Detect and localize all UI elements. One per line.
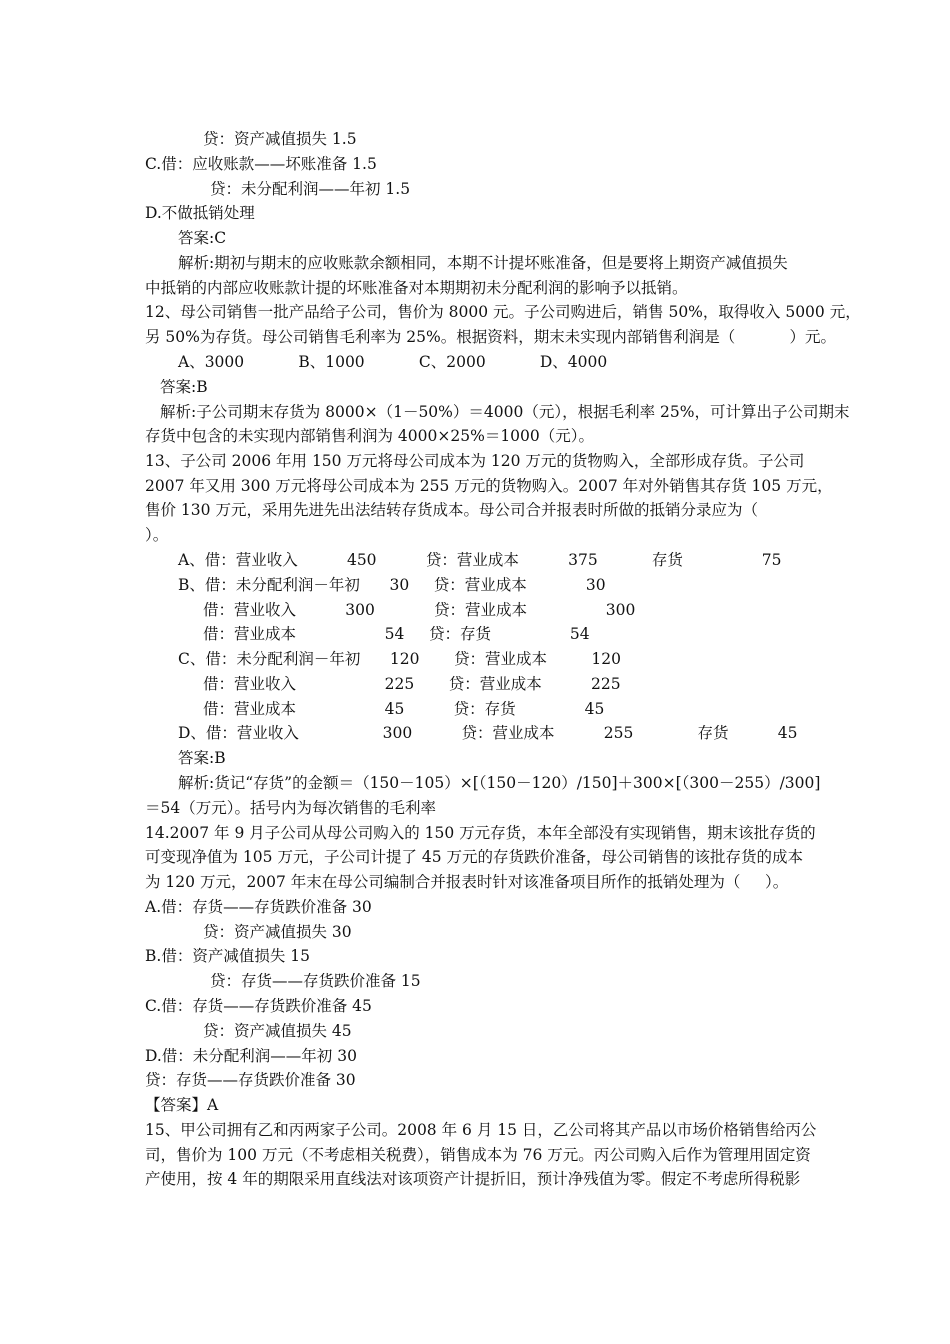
text-line: B.借：资产减值损失 15 (145, 947, 310, 965)
text-line: 12、母公司销售一批产品给子公司，售价为 8000 元。子公司购进后，销售 50%，取得收入 5000 元， (145, 303, 861, 321)
text-line: C.借：应收账款——坏账准备 1.5 (145, 155, 377, 173)
text-line: 中抵销的内部应收账款计提的坏账准备对本期期初未分配利润的影响予以抵销。 (145, 279, 688, 297)
text-line: 可变现净值为 105 万元，子公司计提了 45 万元的存货跌价准备，母公司销售的该批存货的成本 (145, 848, 804, 866)
text-line: 借：营业成本 54 贷：存货 54 (203, 625, 590, 643)
text-line: 贷：资产减值损失 1.5 (203, 130, 357, 148)
text-line: 产使用，按 4 年的期限采用直线法对该项资产计提折旧，预计净残值为零。假定不考虑所得税影 (145, 1170, 801, 1188)
text-line: 司，售价为 100 万元（不考虑相关税费），销售成本为 76 万元。丙公司购入后作为管理用固定资 (145, 1146, 811, 1164)
text-line: 2007 年又用 300 万元将母公司成本为 255 万元的货物购入。2007 年对外销售其存货 105 万元， (145, 477, 833, 495)
text-line: 存货中包含的未实现内部销售利润为 4000×25%＝1000（元）。 (145, 427, 595, 445)
text-line: 答案:B (178, 749, 226, 767)
text-line: 15、甲公司拥有乙和丙两家子公司。2008 年 6 月 15 日，乙公司将其产品以市场价格销售给丙公 (145, 1121, 817, 1139)
text-line: 答案:B (160, 378, 208, 396)
text-line: D、借：营业收入 300 贷：营业成本 255 存货 45 (178, 724, 798, 742)
text-line: 借：营业收入 300 贷：营业成本 300 (203, 601, 636, 619)
text-line: 贷：未分配利润——年初 1.5 (210, 180, 411, 198)
text-line: 贷：存货——存货跌价准备 15 (210, 972, 421, 990)
text-line: 借：营业成本 45 贷：存货 45 (203, 700, 605, 718)
text-line: D.不做抵销处理 (145, 204, 255, 222)
text-line: 答案:C (178, 229, 227, 247)
text-line: A、借：营业收入 450 贷：营业成本 375 存货 75 (178, 551, 782, 569)
text-line: A.借：存货——存货跌价准备 30 (145, 898, 372, 916)
text-line: 解析:子公司期末存货为 8000×（1－50%）＝4000（元），根据毛利率 25%，可计算出子公司期末 (160, 403, 850, 421)
text-line: 【答案】A (145, 1096, 219, 1114)
text-line: C.借：存货——存货跌价准备 45 (145, 997, 372, 1015)
text-line: 解析:期初与期末的应收账款余额相同，本期不计提坏账准备，但是要将上期资产减值损失 (178, 254, 788, 272)
text-line: 借：营业收入 225 贷：营业成本 225 (203, 675, 621, 693)
text-line: 售价 130 万元，采用先进先出法结转存货成本。母公司合并报表时所做的抵销分录应为（ (145, 501, 758, 519)
text-line: ＝54（万元）。括号内为每次销售的毛利率 (145, 799, 436, 817)
text-line: 14.2007 年 9 月子公司从母公司购入的 150 万元存货，本年全部没有实现销售，期末该批存货的 (145, 824, 816, 842)
text-line: C、借：未分配利润－年初 120 贷：营业成本 120 (178, 650, 621, 668)
text-line: 贷：存货——存货跌价准备 30 (145, 1071, 356, 1089)
text-line: 贷：资产减值损失 45 (203, 1022, 352, 1040)
text-line: 为 120 万元，2007 年末在母公司编制合并报表时针对该准备项目所作的抵销处理为（ ）。 (145, 873, 789, 891)
text-line: B、借：未分配利润－年初 30 贷：营业成本 30 (178, 576, 606, 594)
text-line: ）。 (145, 526, 169, 544)
text-line: A、3000 B、1000 C、2000 D、4000 (178, 353, 608, 371)
text-line: 解析:货记“存货”的金额＝（150－105）×[（150－120）/150]＋300×[（300－255）/300] (178, 774, 821, 792)
text-line: 另 50%为存货。母公司销售毛利率为 25%。根据资料，期末未实现内部销售利润是（ ）元。 (145, 328, 836, 346)
text-line: D.借：未分配利润——年初 30 (145, 1047, 357, 1065)
text-line: 贷：资产减值损失 30 (203, 923, 352, 941)
text-line: 13、子公司 2006 年用 150 万元将母公司成本为 120 万元的货物购入，全部形成存货。子公司 (145, 452, 805, 470)
